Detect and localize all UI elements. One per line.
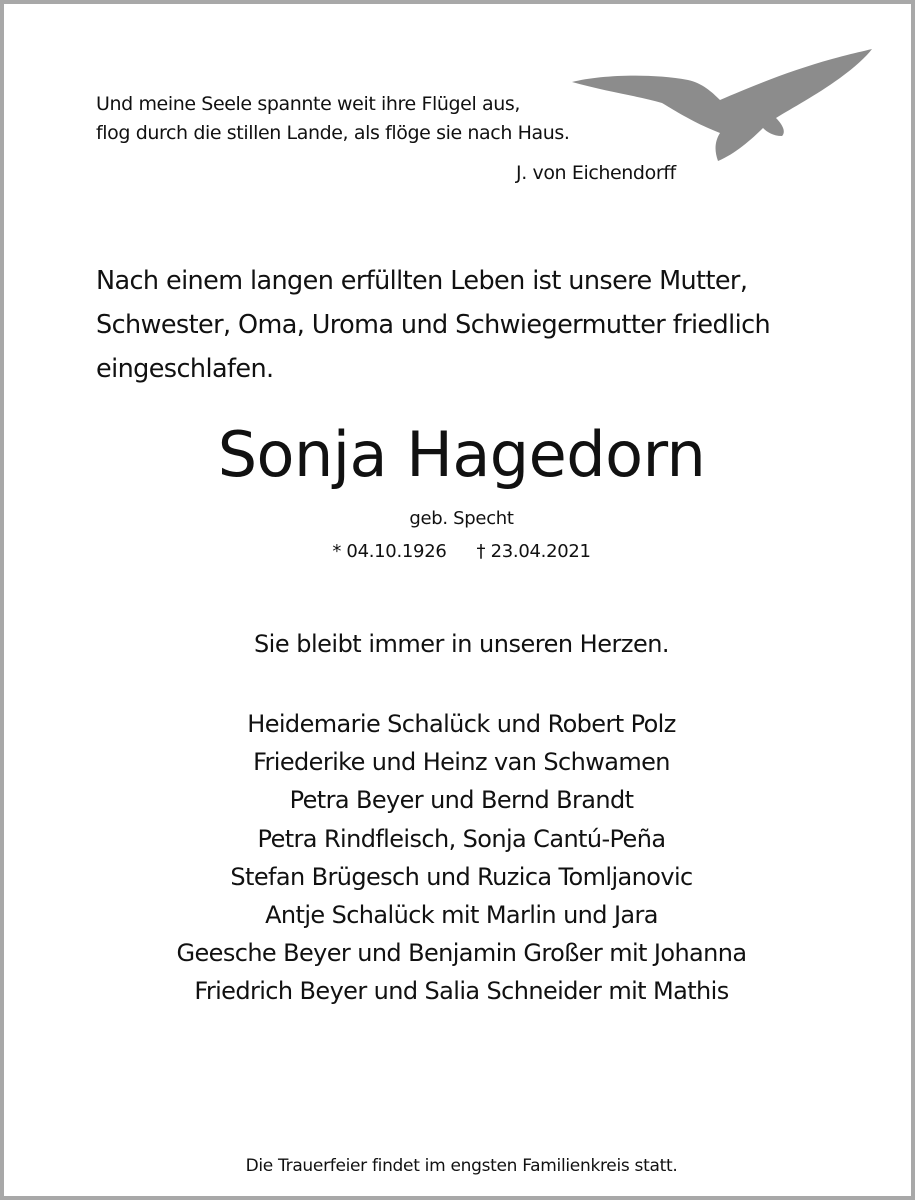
quote-author: J. von Eichendorff — [516, 162, 676, 184]
mourner-line: Stefan Brügesch und Ruzica Tomljanovic — [230, 862, 693, 891]
intro-line: Schwester, Oma, Uroma und Schwiegermutter friedlich — [96, 310, 771, 340]
mourner-line: Petra Beyer und Bernd Brandt — [289, 786, 634, 815]
birth-date: * 04.10.1926 — [332, 541, 447, 562]
quote — [96, 90, 570, 148]
dove-in-flight-icon — [570, 48, 875, 162]
intro-line: eingeschlafen. — [96, 354, 274, 384]
death-date: † 23.04.2021 — [476, 541, 591, 562]
mourners-list — [4, 705, 911, 1011]
mourner-line: Heidemarie Schalück und Robert Polz — [247, 710, 676, 738]
mourner-line: Antje Schalück mit Marlin und Jara — [265, 901, 658, 930]
memorial-line: Sie bleibt immer in unseren Herzen. — [253, 630, 670, 658]
life-dates — [4, 538, 911, 566]
mourner-line: Friedrich Beyer und Salia Schneider mit Mathis — [194, 977, 729, 1006]
deceased-name: Sonja Hagedorn — [217, 418, 706, 491]
mourner-line: Petra Rindfleisch, Sonja Cantú-Peña — [257, 824, 666, 853]
birth-name: geb. Specht — [409, 508, 514, 529]
dove-silhouette — [572, 49, 872, 161]
intro-text — [96, 259, 856, 391]
funeral-note: Die Trauerfeier findet im engsten Familienkreis statt. — [245, 1156, 678, 1176]
quote-line: Und meine Seele spannte weit ihre Flügel aus, — [96, 93, 520, 115]
intro-line: Nach einem langen erfüllten Leben ist unsere Mutter, — [96, 266, 748, 296]
mourner-line: Friederike und Heinz van Schwamen — [253, 748, 670, 777]
quote-line: flog durch die stillen Lande, als flöge sie nach Haus. — [96, 122, 570, 144]
mourner-line: Geesche Beyer und Benjamin Großer mit Johanna — [176, 939, 747, 968]
